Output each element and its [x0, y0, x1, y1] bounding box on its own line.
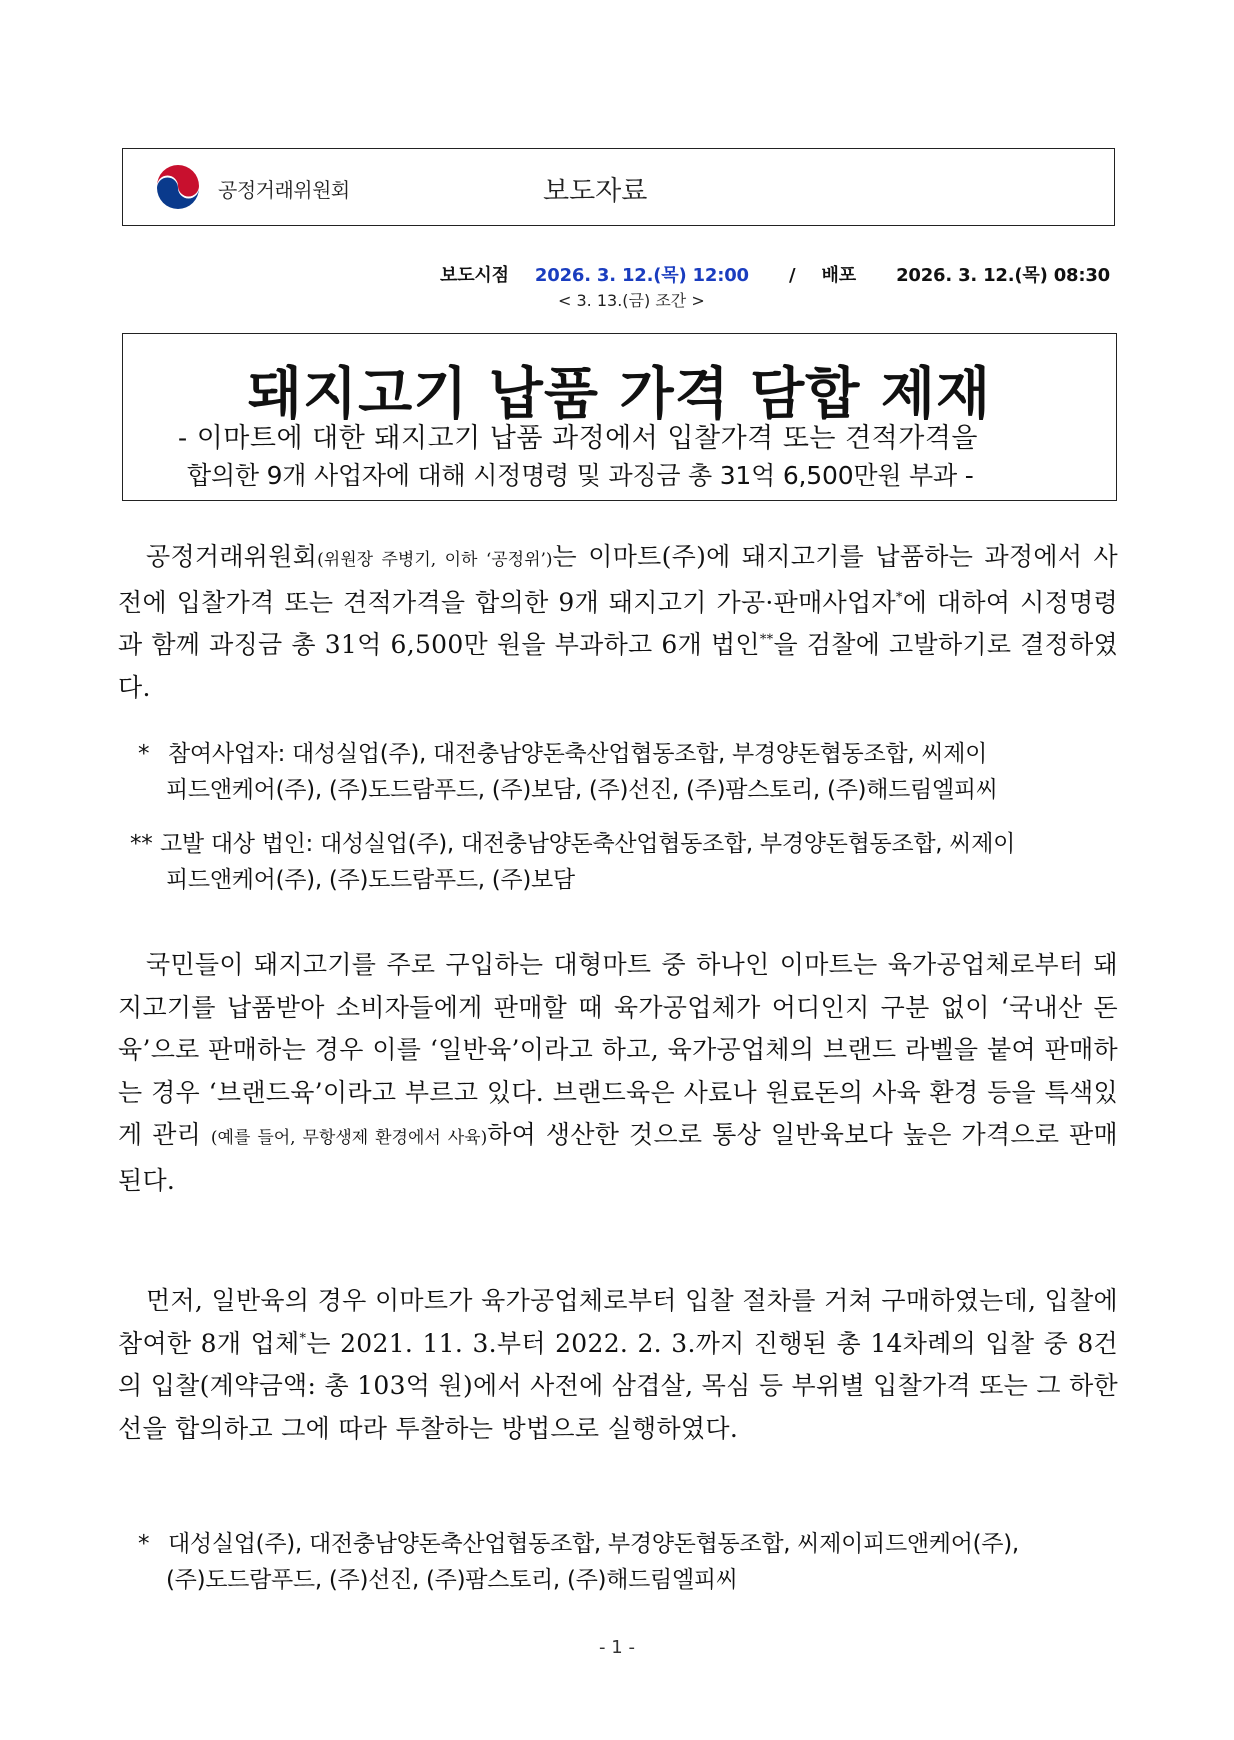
doc-type-label: 보도자료	[543, 176, 648, 207]
footnote-indicted: ** 고발 대상 법인: 대성실업(주), 대전충남양돈축산업협동조합, 부경양돈협동조합, 씨제이 피드앤케어(주), (주)도드람푸드, (주)보담	[130, 826, 1110, 898]
body-paragraph-1: 공정거래위원회(위원장 주병기, 이하 ‘공정위’)는 이마트(주)에 돼지고기를 납품하는 과정에서 사전에 입찰가격 또는 견적가격을 합의한 9개 돼지고기 가공·판매사업자*에 대하여 시정명령과 함께 과징금 총 31억 6,500만 원을 부과하고 6개 법인**을 검찰에 고발하기로 결정하였다.	[118, 542, 1119, 702]
embargo-label: 보도시점	[440, 265, 509, 286]
distribution-label: 배포	[821, 265, 856, 286]
body-paragraph-3: 먼저, 일반육의 경우 이마트가 육가공업체로부터 입찰 절차를 거쳐 구매하였는데, 입찰에 참여한 8개 업체*는 2021. 11. 3.부터 2022. 2. 3.까지 진행된 총 14차례의 입찰 중 8건의 입찰(계약금액: 총 103억 원)에서 사전에 삼겹살, 목심 등 부위별 입찰가격 또는 그 하한선을 합의하고 그에 따라 투찰하는 방법으로 실행하였다.	[118, 1286, 1119, 1443]
distribution-time: 2026. 3. 12.(목) 08:30	[896, 265, 1110, 286]
subtitle-line-2: 합의한 9개 사업자에 대해 시정명령 및 과징금 총 31억 6,500만원 부과 -	[187, 461, 974, 490]
title-box	[122, 333, 1117, 501]
header-box	[122, 148, 1115, 226]
org-name: 공정거래위원회	[218, 178, 350, 202]
footnote-mark: *	[138, 741, 150, 767]
footnote-bidders: * 대성실업(주), 대전충남양돈축산업협동조합, 부경양돈협동조합, 씨제이피드앤케어(주), (주)도드람푸드, (주)선진, (주)팜스토리, (주)해드림엘피씨	[138, 1526, 1118, 1598]
footnote-mark: **	[130, 831, 153, 857]
page-title: 돼지고기 납품 가격 담합 제재	[247, 362, 992, 427]
footnote-participants: * 참여사업자: 대성실업(주), 대전충남양돈축산업협동조합, 부경양돈협동조합, 씨제이 피드앤케어(주), (주)도드람푸드, (주)보담, (주)선진, (주)팜스토리, (주)해드림엘피씨	[138, 736, 1118, 808]
print-edition-note: < 3. 13.(금) 조간 >	[558, 291, 705, 310]
body-paragraph-2: 국민들이 돼지고기를 주로 구입하는 대형마트 중 하나인 이마트는 육가공업체로부터 돼지고기를 납품받아 소비자들에게 판매할 때 육가공업체가 어디인지 구분 없이 ‘국내산 돈육’으로 판매하는 경우 이를 ‘일반육’이라고 하고, 육가공업체의 브랜드 라벨을 붙여 판매하는 경우 ‘브랜드육’이라고 부르고 있다. 브랜드육은 사료나 원료돈의 사육 환경 등을 특색있게 관리 (예를 들어, 무항생제 환경에서 사육)하여 생산한 것으로 통상 일반육보다 높은 가격으로 판매된다.	[118, 950, 1118, 1195]
korea-government-logo-icon	[153, 164, 203, 214]
release-timing	[440, 261, 1110, 287]
embargo-time: 2026. 3. 12.(목) 12:00	[534, 265, 749, 286]
separator: /	[789, 265, 796, 286]
subtitle-line-1: - 이마트에 대한 돼지고기 납품 과정에서 입찰가격 또는 견적가격을	[178, 423, 978, 454]
page-number: - 1 -	[599, 1637, 635, 1658]
footnote-mark: *	[138, 1531, 150, 1557]
